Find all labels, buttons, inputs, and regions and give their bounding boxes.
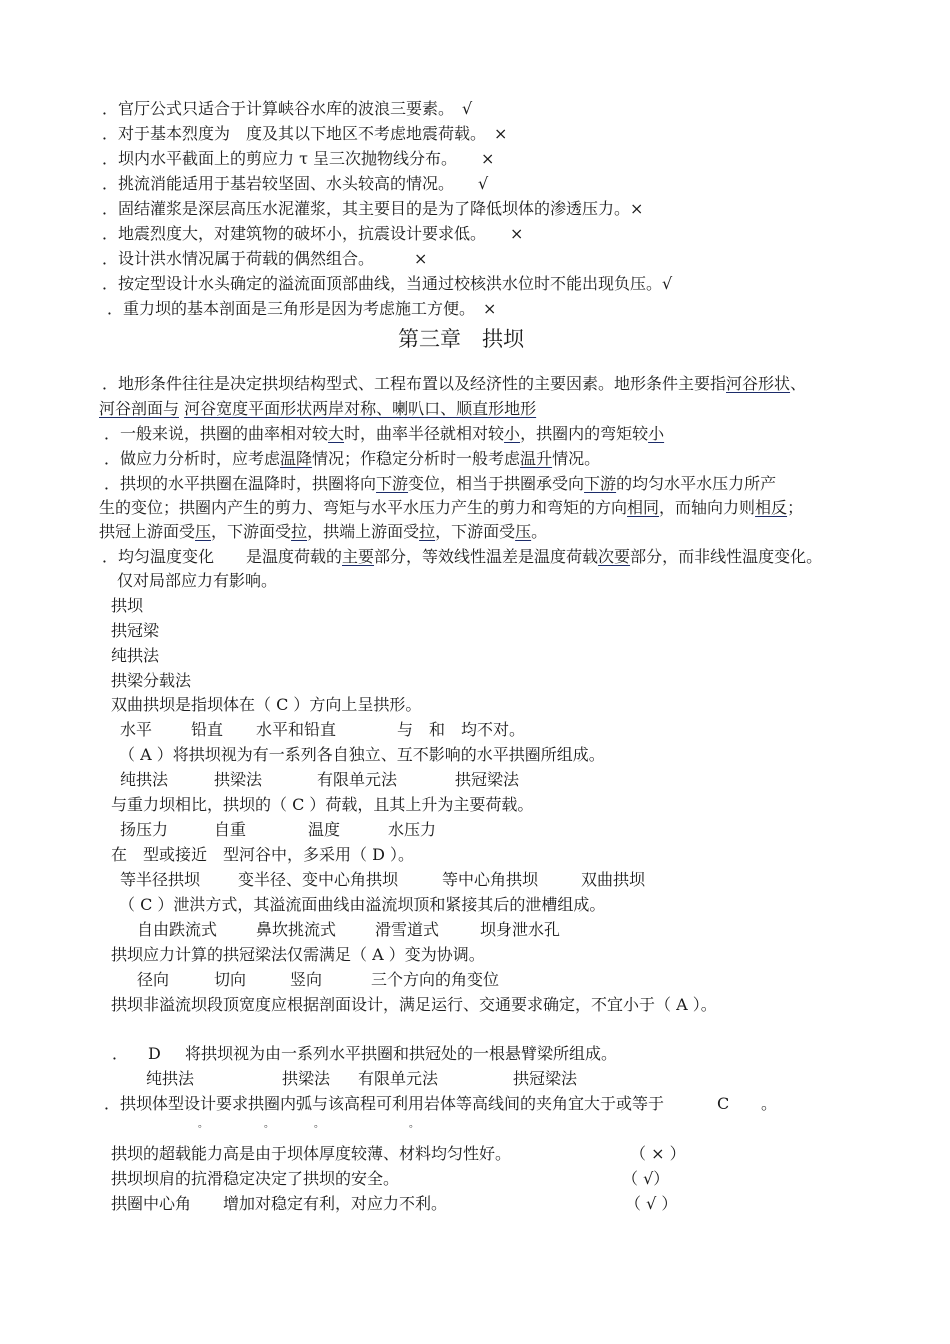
tf2-item-3-answer: （ √ ） — [625, 1194, 678, 1213]
answer-blank: 温升 — [520, 449, 553, 468]
mc-q2-opt-d: 拱冠梁法 — [455, 770, 520, 789]
tf-item-4: ．挑流消能适用于基岩较坚固、水头较高的情况。 √ — [102, 174, 489, 193]
mc-q4-opt-c: 等中心角拱坝 — [442, 870, 539, 889]
answer-blank: 拉 — [291, 522, 308, 541]
fill-q5-line1: ．均匀温度变化 是温度荷载的主要部分，等效线性温差是温度荷载次要部分，而非线性温度变化。 — [102, 547, 823, 566]
answer-blank: 小 — [504, 424, 521, 443]
mc-q5-opt-b: 鼻坎挑流式 — [256, 920, 337, 939]
fill-q1-line2 — [99, 398, 536, 420]
tf2-item-1: 拱坝的超载能力高是由于坝体厚度较薄、材料均匀性好。 — [111, 1144, 512, 1163]
mc-q9-mark: 。 — [198, 1119, 208, 1130]
fill-q4-line2: 生的变位；拱圈内产生的剪力、弯矩与水平水压力产生的剪力和弯矩的方向相同，而轴向力则相反； — [99, 498, 804, 517]
term-4: 拱梁分载法 — [111, 671, 192, 690]
mc-q8-dot: ． — [112, 1044, 129, 1063]
mc-q8-opt-b: 拱梁法 — [282, 1069, 331, 1088]
tf-item-8: ．按定型设计水头确定的溢流面顶部曲线，当通过校核洪水位时不能出现负压。√ — [102, 274, 673, 293]
answer-blank: 相反 — [755, 498, 788, 517]
chapter-title: 第三章 拱坝 — [398, 327, 524, 351]
mc-q5-opt-a: 自由跌流式 — [137, 920, 218, 939]
fill-q4-line1: ．拱坝的水平拱圈在温降时，拱圈将向下游变位，相当于拱圈承受向下游的均匀水平水压力所产 — [104, 474, 777, 493]
mc-q3-opt-c: 温度 — [308, 820, 341, 839]
answer-blank: 河谷宽度平面形状两岸对称、喇叭口、顺直形地形 — [184, 399, 537, 418]
mc-q9-mark: 。 — [314, 1119, 324, 1130]
mc-q5-opt-c: 滑雪道式 — [375, 920, 440, 939]
mc-q1-opt-c: 水平和铅直 — [256, 720, 337, 739]
tf2-item-2-answer: （ √） — [622, 1169, 670, 1188]
tf2-item-1-answer: （ × ） — [630, 1144, 686, 1163]
mc-q4-opt-d: 双曲拱坝 — [581, 870, 646, 889]
tf-item-3: ．坝内水平截面上的剪应力 τ 呈三次抛物线分布。 × — [102, 149, 495, 168]
answer-blank: 相同 — [627, 498, 660, 517]
answer-blank: 压 — [195, 522, 212, 541]
tf2-item-2: 拱坝坝肩的抗滑稳定决定了拱坝的安全。 — [111, 1169, 400, 1188]
mc-q5-opt-d: 坝身泄水孔 — [480, 920, 561, 939]
mc-q6-opt-c: 竖向 — [290, 970, 323, 989]
answer-blank: 下游 — [584, 474, 617, 493]
term-2: 拱冠梁 — [111, 621, 160, 640]
mc-q9-mark: 。 — [409, 1119, 419, 1130]
mc-q1-opt-a: 水平 — [120, 720, 153, 739]
mc-q2: （ A ）将拱坝视为有一系列各自独立、互不影响的水平拱圈所组成。 — [119, 745, 605, 764]
mc-q2-opt-b: 拱梁法 — [214, 770, 263, 789]
mc-q3-opt-d: 水压力 — [388, 820, 437, 839]
mc-q8-opt-a: 纯拱法 — [146, 1069, 195, 1088]
mc-q1: 双曲拱坝是指坝体在（ C ）方向上呈拱形。 — [111, 695, 422, 714]
fill-q4-line3: 拱冠上游面受压，下游面受拉，拱端上游面受拉，下游面受压。 — [99, 522, 548, 541]
mc-q8: 将拱坝视为由一系列水平拱圈和拱冠处的一根悬臂梁所组成。 — [185, 1044, 618, 1063]
tf2-item-3: 拱圈中心角 增加对稳定有利，对应力不利。 — [111, 1194, 448, 1213]
mc-q8-opt-c: 有限单元法 — [358, 1069, 439, 1088]
mc-q9-end: 。 — [761, 1094, 778, 1113]
mc-q5: （ C ）泄洪方式，其溢流面曲线由溢流坝顶和紧接其后的泄槽组成。 — [119, 895, 606, 914]
tf-item-9: ．重力坝的基本剖面是三角形是因为考虑施工方便。 × — [107, 299, 497, 318]
fill-q1-line1: ．地形条件往往是决定拱坝结构型式、工程布置以及经济性的主要因素。地形条件主要指河谷形状、 — [102, 374, 807, 393]
mc-q8-opt-d: 拱冠梁法 — [513, 1069, 578, 1088]
fill-q3: ．做应力分析时，应考虑温降情况；作稳定分析时一般考虑温升情况。 — [104, 449, 601, 468]
mc-q3-opt-b: 自重 — [214, 820, 247, 839]
term-1: 拱坝 — [111, 596, 144, 615]
answer-blank: 小 — [648, 424, 665, 443]
fill-q5-line2: 仅对局部应力有影响。 — [117, 571, 278, 590]
term-3: 纯拱法 — [111, 646, 160, 665]
answer-blank: 温降 — [280, 449, 313, 468]
mc-q3-opt-a: 扬压力 — [120, 820, 169, 839]
mc-q6-opt-d: 三个方向的角变位 — [371, 970, 500, 989]
mc-q1-opt-b: 铅直 — [191, 720, 224, 739]
fill-q2: ．一般来说，拱圈的曲率相对较大时，曲率半径就相对较小，拱圈内的弯矩较小 — [104, 424, 665, 443]
mc-q1-opt-d: 与 和 均不对。 — [397, 720, 526, 739]
mc-q3: 与重力坝相比，拱坝的（ C ）荷载，且其上升为主要荷载。 — [111, 795, 534, 814]
mc-q4-opt-b: 变半径、变中心角拱坝 — [238, 870, 399, 889]
mc-q9: ．拱坝体型设计要求拱圈内弧与该高程可利用岩体等高线间的夹角宜大于或等于 — [104, 1094, 665, 1113]
answer-blank: 大 — [328, 424, 345, 443]
mc-q6-opt-b: 切向 — [214, 970, 247, 989]
mc-q8-answer: D — [148, 1044, 161, 1063]
mc-q2-opt-a: 纯拱法 — [120, 770, 169, 789]
mc-q6: 拱坝应力计算的拱冠梁法仅需满足（ A ）变为协调。 — [111, 945, 485, 964]
mc-q9-mark: 。 — [264, 1119, 274, 1130]
answer-blank: 拉 — [419, 522, 436, 541]
mc-q2-opt-c: 有限单元法 — [317, 770, 398, 789]
tf-item-6: ．地震烈度大，对建筑物的破坏小，抗震设计要求低。 × — [102, 224, 524, 243]
answer-blank: 河谷剖面与 — [99, 399, 180, 418]
answer-blank: 主要 — [342, 547, 375, 566]
answer-blank: 下游 — [376, 474, 409, 493]
mc-q4-opt-a: 等半径拱坝 — [120, 870, 201, 889]
mc-q9-answer: C — [717, 1094, 730, 1113]
mc-q6-opt-a: 径向 — [137, 970, 170, 989]
mc-q4: 在 型或接近 型河谷中，多采用（ D ）。 — [111, 845, 415, 864]
tf-item-7: ．设计洪水情况属于荷载的偶然组合。 × — [102, 249, 428, 268]
answer-blank: 河谷形状 — [726, 374, 791, 393]
tf-item-2: ．对于基本烈度为 度及其以下地区不考虑地震荷载。 × — [102, 124, 508, 143]
answer-blank: 压 — [515, 522, 532, 541]
answer-blank: 次要 — [598, 547, 631, 566]
mc-q7: 拱坝非溢流坝段顶宽度应根据剖面设计，满足运行、交通要求确定，不宜小于（ A ）。 — [111, 995, 717, 1014]
tf-item-5: ．固结灌浆是深层高压水泥灌浆，其主要目的是为了降低坝体的渗透压力。× — [102, 199, 644, 218]
tf-item-1: ．官厅公式只适合于计算峡谷水库的波浪三要素。 √ — [102, 99, 473, 118]
